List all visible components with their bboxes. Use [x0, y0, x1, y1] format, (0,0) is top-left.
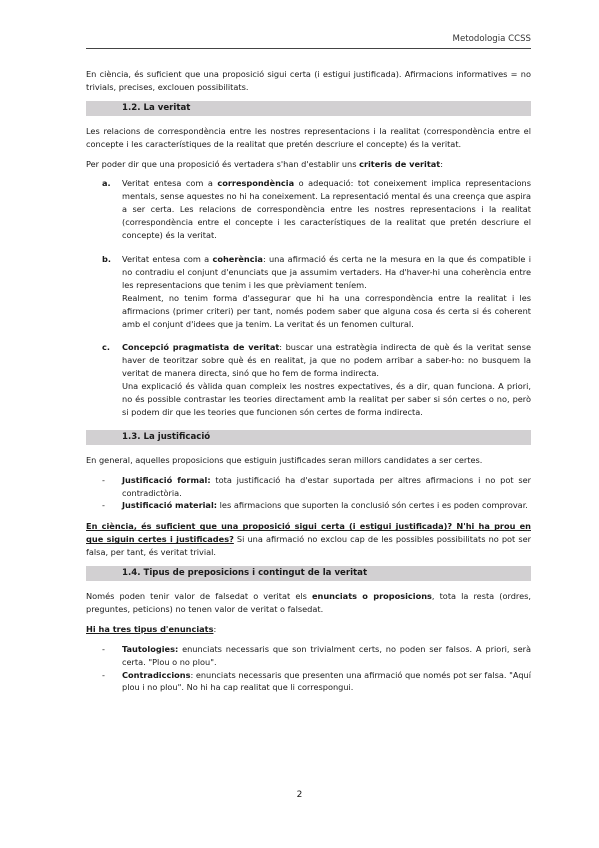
text-run: Veritat entesa com a — [122, 253, 213, 264]
text-run: : enunciats necessaris que presenten una afirmació que només pot ser falsa. "Aquí plou i no plou". No hi ha cap realitat que li correspongui. — [122, 669, 531, 693]
bold-term: Tautologies: — [122, 643, 179, 654]
bold-term: Justificació formal: — [122, 474, 211, 485]
text-run: Si una afirmació no exclou cap de les possibles possibilitats no pot ser falsa, per tant, és veritat trivial. — [86, 534, 532, 558]
text-run: enunciats necessaris que son trivialment certs, no poden ser falsos. A priori, serà certa. "Plou o no plou". — [122, 643, 531, 667]
text-run: Veritat entesa com a — [122, 178, 218, 189]
section-1-2-paragraph-2 — [86, 158, 531, 171]
text-run: o adequació: tot coneixement implica representacions mentals, sense aquestes no hi ha coneixement. La representació mental és una creença que aspira a ser certa. Les relacions de correspondència entre les nostres representacions i la realitat (correspondència entre el concepte i les característiques de la realitat que pretén descriure el concepte) és la veritat. — [122, 178, 531, 241]
text-run: , tota la resta (ordres, preguntes, peticions) no tenen valor de veritat o falsedat. — [86, 591, 531, 614]
text-run: les afirmacions que suporten la conclusió són certes i es poden comprovar. — [217, 500, 528, 511]
section-heading-1-3: 1.3. La justificació — [86, 430, 531, 445]
page-header-title: Metodologia CCSS — [452, 34, 531, 44]
bold-term: coherència — [212, 253, 263, 264]
text-run: tota justificació ha d'estar suportada per altres afirmacions i no pot ser contradictòria. — [122, 474, 531, 498]
underlined-subheading: Hi ha tres tipus d'enunciats — [86, 623, 214, 634]
list-item — [86, 474, 531, 500]
bold-term: Concepció pragmatista de veritat — [122, 342, 280, 353]
bold-term: enunciats o proposicions — [311, 591, 432, 601]
text-run: Només poden tenir valor de falsedat o veritat els — [86, 591, 312, 601]
text-run: : una afirmació és certa ne la mesura en la que és compatible i no contradiu el conjunt d'enunciats que ja assumim vertaders. Ha d'haver-hi una coherència entre les representacions que tenim i les que prèviament teníem. — [122, 253, 531, 290]
bold-term: Contradiccions — [122, 669, 191, 680]
text-run: : buscar una estratègia indirecta de què és la veritat sense haver de teoritzar sobre què és en realitat, ja que no podem arribar a saber-ho: no busquem la veritat de manera directa, sinó que ho fem de forma indirecta. — [122, 342, 531, 379]
text-run: : — [213, 623, 217, 634]
section-heading-1-4: 1.4. Tipus de preposicions i contingut de la veritat — [86, 566, 531, 581]
list-item — [86, 643, 531, 669]
section-1-2-paragraph-1: Les relacions de correspondència entre les nostres representacions i la realitat (correspondència entre el concepte i les característiques de la realitat que pretén descriure el concepte) és la veritat. — [86, 125, 531, 149]
list-item — [86, 669, 531, 695]
bullet-dash: - — [102, 643, 105, 654]
header-divider — [86, 48, 531, 49]
underlined-question: En ciència, és suficient que una proposició sigui certa (i estigui justificada)? N'hi ha prou en que siguin certes i justificades? — [86, 521, 531, 545]
criterion-item-a — [86, 177, 531, 242]
criterion-extra-text: Realment, no tenim forma d'assegurar que hi ha una correspondència entre la realitat i les afirmacions (primer criteri) per tant, només podem saber que alguna cosa és certa si és coherent amb el conjunt d'idees que ja tenim. La veritat és un fenomen cultural. — [122, 292, 531, 329]
bold-term: correspondència — [217, 178, 295, 189]
statement-types-heading — [86, 623, 531, 636]
criterion-item-b — [86, 253, 531, 330]
criterion-item-c — [86, 341, 531, 418]
section-1-4-paragraph-1 — [86, 590, 531, 616]
intro-paragraph: En ciència, és suficient que una proposició sigui certa (i estigui justificada). Afirmacions informatives = no trivials, precises, exclouen possibilitats. — [86, 69, 531, 92]
criterion-text — [122, 253, 531, 292]
criterion-text — [122, 341, 531, 380]
text-run: Per poder dir que una proposició és vertadera s'han d'establir uns — [86, 158, 360, 169]
bold-term: criteris de veritat — [359, 158, 441, 169]
text-run: : — [440, 158, 443, 169]
criterion-text — [122, 177, 531, 242]
criterion-extra-text: Una explicació és vàlida quan compleix les nostres expectatives, és a dir, quan funciona. A priori, no és possible contrastar les teories directament amb la realitat per saber si són certes o no, però si podem dir que les teories que funcionen són certes de forma indirecta. — [122, 381, 531, 417]
list-marker: a. — [102, 178, 111, 189]
justification-list — [86, 474, 531, 513]
bold-term: Justificació material: — [122, 500, 218, 511]
bullet-dash: - — [102, 474, 105, 485]
list-marker: b. — [102, 253, 111, 264]
page-number: 2 — [296, 790, 303, 800]
bullet-dash: - — [102, 669, 105, 680]
bullet-dash: - — [102, 500, 105, 511]
question-paragraph — [86, 520, 531, 559]
statement-types-list — [86, 643, 531, 695]
section-heading-1-2: 1.2. La veritat — [86, 101, 531, 116]
page-body — [86, 68, 531, 694]
list-item — [86, 499, 531, 512]
list-marker: c. — [102, 342, 110, 353]
section-1-3-paragraph-1: En general, aquelles proposicions que estiguin justificades seran millors candidates a ser certes. — [86, 454, 483, 465]
